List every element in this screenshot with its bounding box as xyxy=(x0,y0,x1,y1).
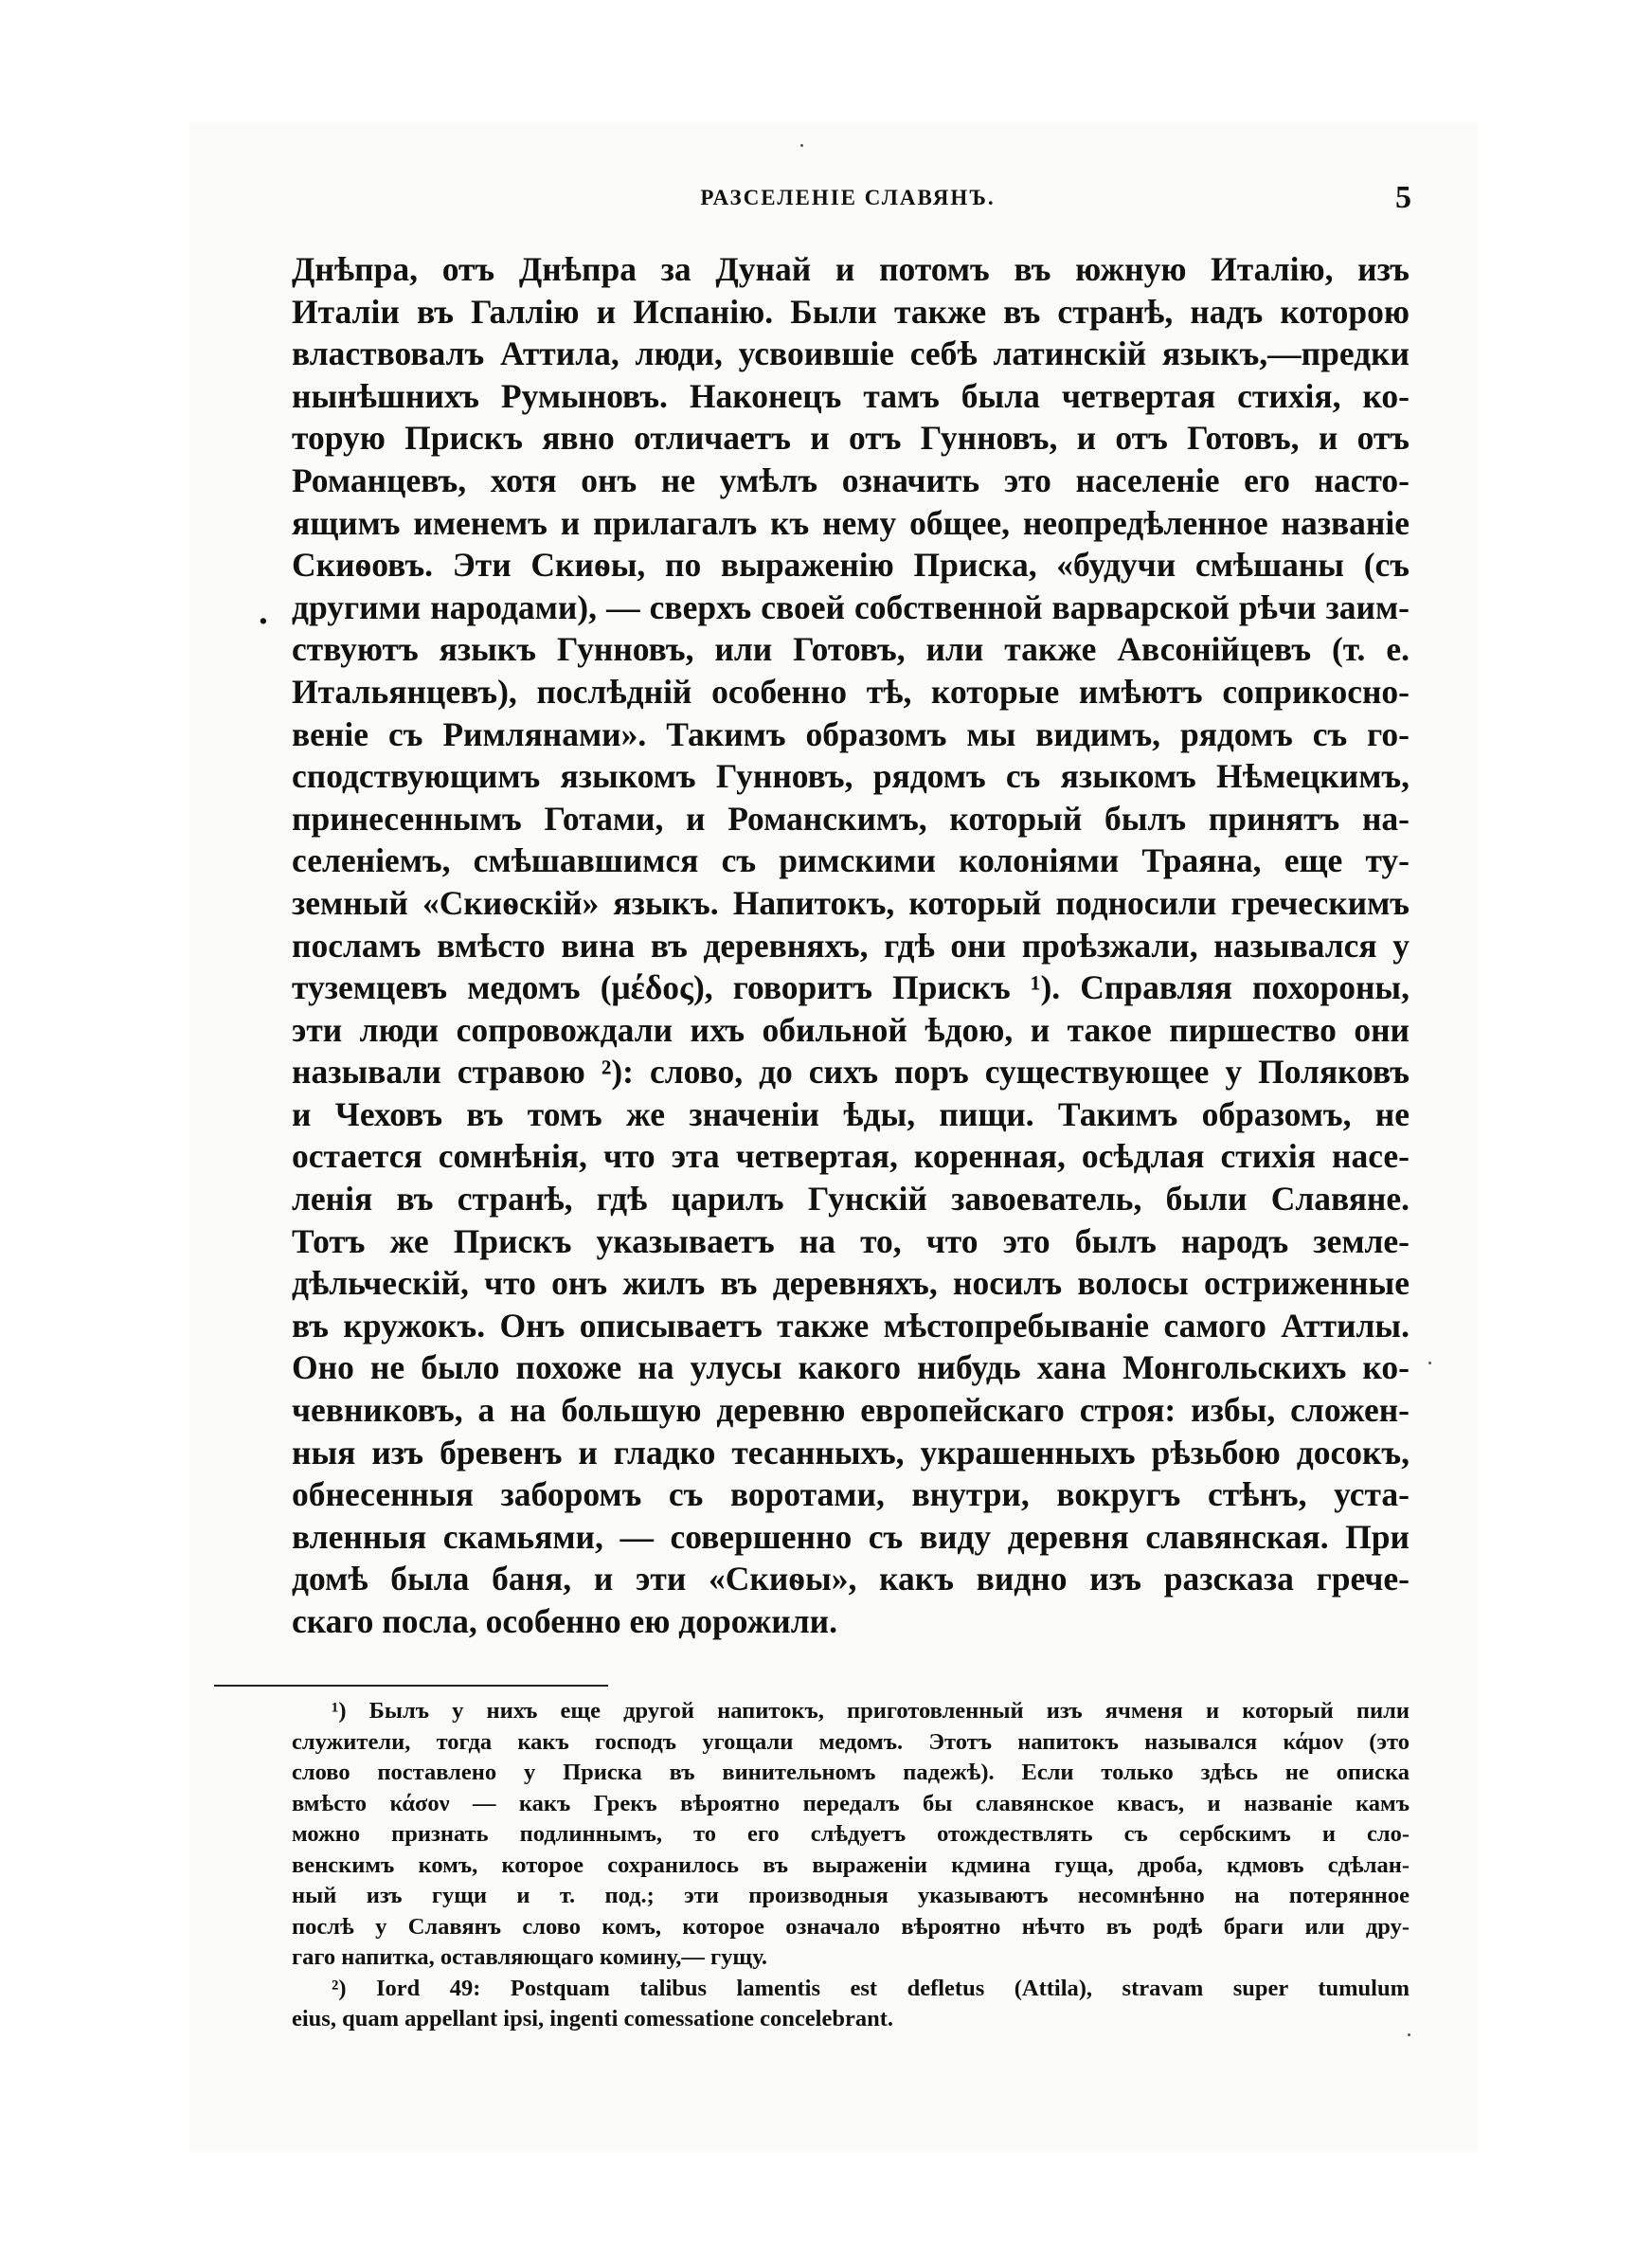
margin-dot: · xyxy=(258,603,269,641)
scan-speck xyxy=(800,144,803,147)
footnote-line: гаго напитка, оставляющаго комину,— гущу. xyxy=(292,1944,768,1970)
text-line: вленныя скамьями, — совершенно съ виду деревня славянская. При xyxy=(292,1517,1410,1556)
text-line: принесеннымъ Готами, и Романскимъ, который былъ принятъ на- xyxy=(292,799,1410,838)
text-line: посламъ вмѣсто вина въ деревняхъ, гдѣ они проѣзжали, назывался у xyxy=(292,926,1410,965)
text-line: Днѣпра, отъ Днѣпра за Дунай и потомъ въ южную Италію, изъ xyxy=(292,250,1410,288)
footnote-line: служители, тогда какъ господъ угощали медомъ. Этотъ напитокъ назывался κάμον (это xyxy=(292,1728,1410,1755)
text-line: властвовалъ Аттила, люди, усвоившіе себѣ латинскій языкъ,—предки xyxy=(292,334,1410,373)
text-line: чевниковъ, а на большую деревню европейскаго строя: избы, сложен- xyxy=(292,1391,1410,1430)
text-line: Италіи въ Галлію и Испанію. Были также въ странѣ, надъ которою xyxy=(292,292,1410,331)
running-title: РАЗСЕЛЕНІЕ СЛАВЯНЪ. xyxy=(700,186,996,209)
text-line: дѣльческій, что онъ жилъ въ деревняхъ, носилъ волосы остриженные xyxy=(292,1264,1410,1303)
text-line: ствуютъ языкъ Гунновъ, или Готовъ, или также Авсонійцевъ (т. е. xyxy=(292,630,1410,669)
text-line: въ кружокъ. Онъ описываетъ также мѣстопребываніе самого Аттилы. xyxy=(292,1306,1410,1345)
footnote-line: ²) Iord 49: Postquam talibus lamentis est defletus (Attila), stravam super tumulum xyxy=(332,1975,1410,2001)
text-line: Итальянцевъ), послѣдній особенно тѣ, которые имѣютъ соприкосно- xyxy=(292,672,1410,711)
text-line: сподствующимъ языкомъ Гунновъ, рядомъ съ языкомъ Нѣмецкимъ, xyxy=(292,757,1410,796)
text-line: Оно не было похоже на улусы какого нибудь хана Монгольскихъ ко- xyxy=(292,1348,1410,1387)
text-line: земный «Скиѳскій» языкъ. Напитокъ, который подносили греческимъ xyxy=(292,883,1410,922)
page-number: 5 xyxy=(1395,180,1411,215)
text-line: ныя изъ бревенъ и гладко тесанныхъ, украшенныхъ рѣзьбою досокъ, xyxy=(292,1433,1410,1472)
footnote-line: вмѣсто κάσον — какъ Грекъ вѣроятно передалъ бы славянское квасъ, и названіе камъ xyxy=(292,1790,1410,1816)
scan-speck xyxy=(1428,1362,1431,1364)
text-line: Скиѳовъ. Эти Скиѳы, по выраженію Приска, «будучи смѣшаны (съ xyxy=(292,546,1410,585)
text-line: обнесенныя заборомъ съ воротами, внутри, вокругъ стѣнъ, уста- xyxy=(292,1475,1410,1514)
footnote-line: eius, quam appellant ipsi, ingenti comessatione concelebrant. xyxy=(292,2006,893,2031)
text-line: остается сомнѣнія, что эта четвертая, коренная, осѣдлая стихія насе- xyxy=(292,1137,1410,1176)
text-line: веніе съ Римлянами». Такимъ образомъ мы видимъ, рядомъ съ го- xyxy=(292,714,1410,753)
text-line: торую Прискъ явно отличаетъ и отъ Гунновъ, и отъ Готовъ, и отъ xyxy=(292,419,1410,458)
text-line: нынѣшнихъ Румыновъ. Наконецъ тамъ была четвертая стихія, ко- xyxy=(292,376,1410,415)
footnote-line: ¹) Былъ у нихъ еще другой напитокъ, приготовленный изъ ячменя и который пили xyxy=(332,1698,1410,1724)
text-line: Романцевъ, хотя онъ не умѣлъ означить это населеніе его насто- xyxy=(292,460,1410,499)
text-line: селеніемъ, смѣшавшимся съ римскими колоніями Траяна, еще ту- xyxy=(292,841,1410,880)
text-line: ящимъ именемъ и прилагалъ къ нему общее, неопредѣленное названіе xyxy=(292,503,1410,542)
footnote-line: послѣ у Славянъ слово комъ, которое означало вѣроятно нѣчто въ родѣ браги или дру- xyxy=(292,1913,1410,1940)
text-line: скаго посла, особенно ею дорожили. xyxy=(292,1602,838,1640)
text-line: эти люди сопровождали ихъ обильной ѣдою, и такое пиршество они xyxy=(292,1010,1410,1049)
text-line: туземцевъ медомъ (μέδος), говоритъ Прискъ ¹). Справляя похороны, xyxy=(292,968,1410,1007)
text-line: домѣ была баня, и эти «Скиѳы», какъ видно изъ разсказа грече- xyxy=(292,1560,1410,1598)
running-header xyxy=(284,180,1411,224)
main-text xyxy=(292,248,1410,1643)
footnote-line: ный изъ гущи и т. под.; эти производныя указываютъ несомнѣнно на потерянное xyxy=(292,1883,1410,1908)
text-line: ленія въ странѣ, гдѣ царилъ Гунскій завоеватель, были Славяне. xyxy=(292,1180,1410,1219)
footnote-divider xyxy=(214,1685,608,1687)
footnote-line: можно признать подлиннымъ, то его слѣдуетъ отождествлять съ сербскимъ и сло- xyxy=(292,1821,1410,1847)
text-line: и Чеховъ въ томъ же значеніи ѣды, пищи. Такимъ образомъ, не xyxy=(292,1094,1410,1133)
footnotes xyxy=(292,1696,1410,2035)
text-line: Тотъ же Прискъ указываетъ на то, что это былъ народъ земле- xyxy=(292,1221,1410,1260)
text-line: другими народами), — сверхъ своей собственной варварской рѣчи заим- xyxy=(292,587,1410,626)
footnote-line: слово поставлено у Приска въ винительномъ падежѣ). Если только здѣсь не описка xyxy=(292,1760,1410,1785)
text-line: называли стравою ²): слово, до сихъ поръ существующее у Поляковъ xyxy=(292,1053,1410,1092)
scan-speck xyxy=(1408,2033,1410,2036)
footnote-line: венскимъ комъ, которое сохранилось въ выраженіи кдмина гуща, дроба, кдмовъ сдѣлан- xyxy=(292,1851,1410,1878)
